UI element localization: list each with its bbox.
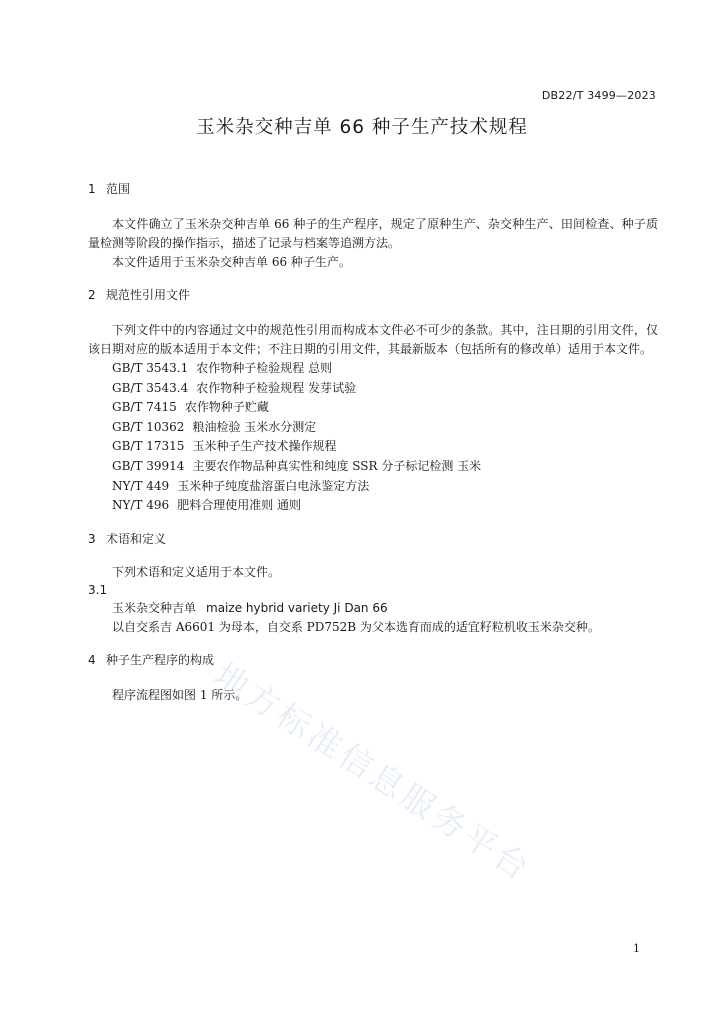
section-title: 规范性引用文件 xyxy=(106,288,191,302)
reference-item xyxy=(112,496,658,516)
terms-intro: 下列术语和定义适用于本文件。 xyxy=(112,564,281,579)
section-heading-references xyxy=(88,286,658,304)
reference-item xyxy=(112,359,658,379)
term-english: maize hybrid variety Ji Dan 66 xyxy=(206,600,388,615)
reference-list xyxy=(88,359,658,516)
scope-paragraph-1: 本文件确立了玉米杂交种吉单 66 种子的生产程序，规定了原种生产、杂交种生产、田间检查、种子质量检测等阶段的操作指示，描述了记录与档案等追溯方法。 xyxy=(88,217,658,250)
page-number: 1 xyxy=(633,942,640,955)
section-number: 3 xyxy=(88,531,96,546)
reference-name: 玉米种子纯度盐溶蛋白电泳鉴定方法 xyxy=(177,478,370,493)
section-number: 1 xyxy=(88,182,96,196)
reference-name: 农作物种子贮藏 xyxy=(184,400,269,415)
reference-code: GB/T 39914 xyxy=(112,458,185,473)
reference-name: 粮油检验 玉米水分测定 xyxy=(192,419,317,434)
standard-code: DB22/T 3499—2023 xyxy=(541,89,656,102)
reference-code: GB/T 3543.1 xyxy=(112,361,189,375)
references-intro: 下列文件中的内容通过文中的规范性引用而构成本文件必不可少的条款。其中，注日期的引用文件，仅该日期对应的版本适用于本文件；不注日期的引用文件，其最新版本（包括所有的修改单）适用于本文件。 xyxy=(88,323,658,356)
document-body xyxy=(88,180,658,705)
reference-item xyxy=(112,477,658,497)
reference-name: 农作物种子检验规程 总则 xyxy=(196,361,333,375)
term-number: 3.1 xyxy=(88,582,108,597)
section-heading-procedure xyxy=(88,651,658,669)
reference-code: GB/T 10362 xyxy=(112,419,185,434)
reference-item xyxy=(112,398,658,418)
section-title: 种子生产程序的构成 xyxy=(106,652,215,667)
reference-name: 农作物种子检验规程 发芽试验 xyxy=(196,380,357,395)
term-chinese: 玉米杂交种吉单 xyxy=(112,600,197,615)
scope-paragraph-2: 本文件适用于玉米杂交种吉单 66 种子生产。 xyxy=(112,255,351,269)
term-entry xyxy=(88,599,658,618)
procedure-paragraph: 程序流程图如图 1 所示。 xyxy=(112,687,248,702)
reference-name: 肥料合理使用准则 通则 xyxy=(177,498,302,513)
reference-code: NY/T 449 xyxy=(112,478,170,493)
section-heading-terms xyxy=(88,530,658,548)
term-definition: 以自交系吉 A6601 为母本，自交系 PD752B 为父本选育而成的适宜籽粒机收玉米杂交种。 xyxy=(112,619,600,634)
section-number: 4 xyxy=(88,652,96,667)
reference-code: GB/T 3543.4 xyxy=(112,380,189,395)
reference-code: GB/T 7415 xyxy=(112,400,177,415)
section-heading-scope xyxy=(88,180,658,198)
reference-item xyxy=(112,457,658,477)
section-number: 2 xyxy=(88,288,96,302)
section-title: 术语和定义 xyxy=(106,531,167,546)
reference-code: GB/T 17315 xyxy=(112,439,185,454)
reference-code: NY/T 496 xyxy=(112,498,170,513)
reference-item xyxy=(112,379,658,399)
reference-item xyxy=(112,437,658,457)
section-title: 范围 xyxy=(106,182,131,196)
reference-name: 玉米种子生产技术操作规程 xyxy=(192,439,337,454)
reference-name: 主要农作物品种真实性和纯度 SSR 分子标记检测 玉米 xyxy=(192,458,482,473)
watermark: 地方标准信息服务平台 xyxy=(207,655,540,890)
document-title: 玉米杂交种吉单 66 种子生产技术规程 xyxy=(196,117,528,138)
reference-item xyxy=(112,418,658,438)
